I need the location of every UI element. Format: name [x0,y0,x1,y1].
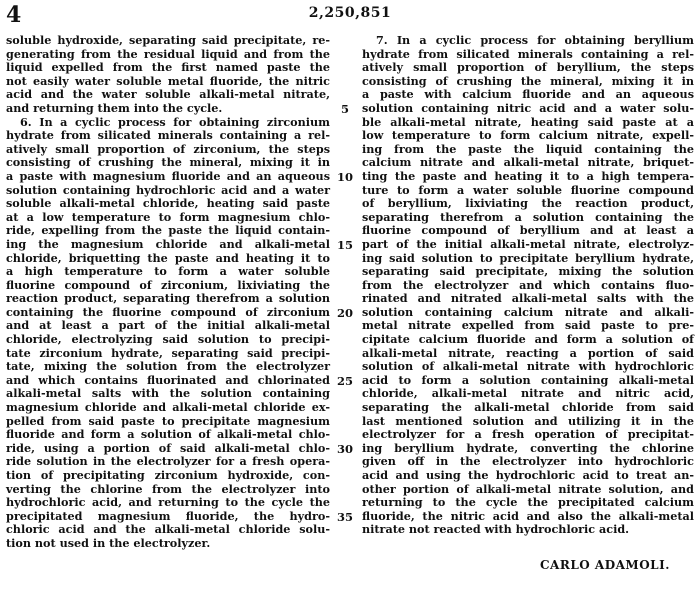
left-column-line: alkali-metal salts with the solution containing [6,386,330,401]
right-column-line: atively small proportion of beryllium, the steps [362,60,694,75]
right-column-line: ing said solution to precipitate beryllium hydrate, [362,250,694,265]
right-column-line: ting the paste and heating it to a high tempera- [362,168,694,183]
left-column-line: ride solution in the electrolyzer for a fresh opera- [6,454,330,469]
line-number: 25 [336,374,353,388]
left-column-line: soluble hydroxide, separating said precipitate, re- [6,33,330,47]
left-column-line: not easily water soluble metal fluoride, the nitric [6,73,330,88]
inventor-signature: CARLO ADAMOLI. [540,558,670,572]
right-column-line: nitrate not reacted with hydrochloric acid. [362,522,630,537]
right-column-line: of beryllium, lixiviating the reaction product, [362,196,694,211]
right-column-line: alkali-metal nitrate, reacting a portion of said [362,345,694,360]
right-column-line: metal nitrate expelled from said paste to pre- [362,318,694,333]
right-column-line: returning to the cycle the precipitated calcium [362,495,694,510]
left-column-line: and which contains fluorinated and chlorinated [6,372,330,387]
left-column-line: tion not used in the electrolyzer. [6,535,211,550]
left-column-line: and returning them into the cycle. [6,100,223,115]
right-column-line: 7. In a cyclic process for obtaining beryllium [376,33,694,47]
left-column-line: and at least a part of the initial alkali-metal [6,318,330,333]
line-number: 5 [340,102,349,116]
right-column-line: other portion of alkali-metal nitrate solution, and [362,481,694,496]
page-number: 4 [6,2,22,28]
right-column-text [362,34,694,537]
left-column-line: tate zirconium hydrate, separating said precipi- [6,345,330,360]
left-column-line: precipitated magnesium fluoride, the hydro- [6,508,330,523]
right-column-line: acid and using the hydrochloric acid to treat an- [362,468,694,482]
right-column-line: from the electrolyzer and which contains fluo- [362,277,694,292]
left-column-line: generating from the residual liquid and from the [6,46,330,61]
left-column-line: chloric acid and the alkali-metal chloride solu- [6,522,330,537]
right-column-line: fluorine compound of beryllium and at least a [362,223,694,238]
left-column-line: ride, expelling from the paste the liquid contain- [6,223,330,238]
left-column-line: hydrochloric acid, and returning to the cycle the [6,495,330,510]
left-column-line: ing the magnesium chloride and alkali-metal [6,236,330,251]
left-column-text [6,34,330,551]
left-column-line: chloride, electrolyzing said solution to precipi- [6,332,330,347]
right-column-line: hydrate from silicated minerals containing a rel- [362,46,694,61]
right-column-line: consisting of crushing the mineral, mixing it in [362,73,694,88]
line-number: 30 [336,442,353,456]
left-column-line: chloride, briquetting the paste and heating it to [6,250,330,265]
right-column-line: electrolyzer for a fresh operation of precipitat- [362,427,694,442]
left-column-line: consisting of crushing the mineral, mixing it in [6,155,330,170]
left-column-line: a paste with magnesium fluoride and an aqueous [6,168,330,183]
right-column-line: separating the alkali-metal chloride from said [362,400,694,415]
left-column-line: magnesium chloride and alkali-metal chloride ex- [6,400,330,415]
left-column-line: a high temperature to form a water soluble [6,264,330,279]
left-column-line: verting the chlorine from the electrolyzer into [6,481,330,496]
right-column-line: ing beryllium hydrate, converting the chlorine [362,440,694,455]
right-column-line: separating said precipitate, mixing the solution [362,264,694,279]
right-column-line: ble alkali-metal nitrate, heating said paste at a [362,114,694,129]
right-column-line: separating therefrom a solution containing the [362,209,694,224]
right-column-line: cipitate calcium fluoride and form a solution of [362,332,694,347]
right-column-line: acid to form a solution containing alkali-metal [362,372,694,387]
right-column-line: chloride, alkali-metal nitrate and nitric acid, [362,386,694,401]
left-column-line: atively small proportion of zirconium, the steps [6,141,330,156]
left-column-line: reaction product, separating therefrom a solution [6,291,330,306]
left-column-line: 6. In a cyclic process for obtaining zirconium [20,114,330,129]
left-column-line: containing the fluorine compound of zirconium [6,304,330,319]
right-column-line: given off in the electrolyzer into hydrochloric [362,454,694,469]
left-column-line: hydrate from silicated minerals containing a rel- [6,128,330,143]
left-column-line: fluorine compound of zirconium, lixiviating the [6,277,330,292]
left-column-line: fluoride and form a solution of alkali-metal chlo- [6,427,330,442]
right-column-line: low temperature to form calcium nitrate, expell- [362,128,694,143]
right-column-line: calcium nitrate and alkali-metal nitrate, briquet- [362,155,694,170]
left-column-line: at a low temperature to form magnesium chlo- [6,209,330,224]
right-column-line: rinated and nitrated alkali-metal salts with the [362,291,694,306]
right-column-line: ing from the paste the liquid containing the [362,141,694,156]
left-column-line: pelled from said paste to precipitate magnesium [6,413,330,428]
left-column-line: tate, mixing the solution from the electrolyzer [6,359,330,374]
line-number: 10 [336,170,353,184]
right-column-line: a paste with calcium fluoride and an aqueous [362,87,694,102]
right-column-line: fluoride, the nitric acid and also the alkali-metal [362,508,694,523]
left-column-line: solution containing hydrochloric acid and a water [6,182,330,197]
right-column-line: ture to form a water soluble fluorine compound [362,182,694,197]
line-number: 35 [336,510,353,524]
right-column-line: solution of alkali-metal nitrate with hydrochloric [362,359,694,374]
line-number: 20 [336,306,353,320]
right-column-line: solution containing nitric acid and a water solu- [362,100,694,115]
line-number: 15 [336,238,353,252]
left-column-line: soluble alkali-metal chloride, heating said paste [6,196,330,211]
right-column-line: part of the initial alkali-metal nitrate, electrolyz- [362,236,694,251]
left-column-line: tion of precipitating zirconium hydroxide, con- [6,468,330,482]
right-column-line: solution containing calcium nitrate and alkali- [362,304,694,319]
left-column-line: acid and the water soluble alkali-metal nitrate, [6,87,330,102]
left-column-line: ride, using a portion of said alkali-metal chlo- [6,440,330,455]
patent-number: 2,250,851 [308,5,392,21]
left-column-line: liquid expelled from the first named paste the [6,60,330,75]
right-column-line: last mentioned solution and utilizing it in the [362,413,694,428]
